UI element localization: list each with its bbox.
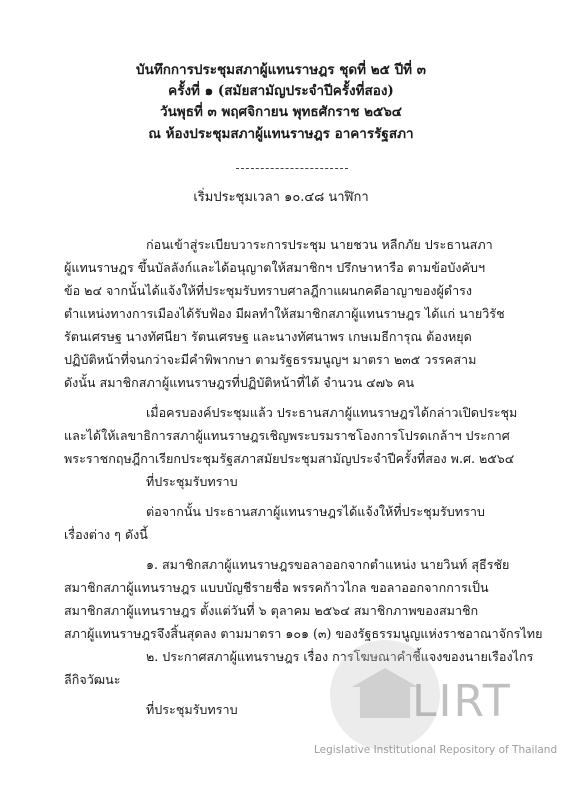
header-title: บันทึกการประชุมสภาผู้แทนราษฎร ชุดที่ ๒๕ ปีที่ ๓ xyxy=(136,62,426,78)
acknowledged-note: ที่ประชุมรับทราบ xyxy=(146,702,238,717)
watermark xyxy=(300,640,558,760)
header-venue: ณ ห้องประชุมสภาผู้แทนราษฎร อาคารรัฐสภา xyxy=(148,126,414,142)
paragraph-2-line: พระราชกฤษฎีกาเรียกประชุมรัฐสภาสมัยประชุมสามัญประจำปีครั้งที่สอง พ.ศ. ๒๕๖๔ xyxy=(64,451,515,466)
paragraph-1-line: ตำแหน่งทางการเมืองได้รับฟ้อง มีผลทำให้สมาชิกสภาผู้แทนราษฎร ได้แก่ นายวิรัช xyxy=(64,306,505,321)
header-session: ครั้งที่ ๑ (สมัยสามัญประจำปีครั้งที่สอง) xyxy=(168,83,394,99)
paragraph-1-line: ก่อนเข้าสู่ระเบียบวาระการประชุม นายชวน หลีกภัย ประธานสภา xyxy=(146,237,493,252)
paragraph-1-line: ปฏิบัติหน้าที่จนกว่าจะมีคำพิพากษา ตามรัฐธรรมนูญฯ มาตรา ๒๓๕ วรรคสาม xyxy=(64,352,477,367)
paragraph-2-line: และได้ให้เลขาธิการสภาผู้แทนราษฎรเชิญพระบรมราชโองการโปรดเกล้าฯ ประกาศ xyxy=(64,428,510,443)
paragraph-1-line: รัตนเศรษฐ นางทัศนียา รัตนเศรษฐ และนางทัศนาพร เกษเมธีการุณ ต้องหยุด xyxy=(64,329,472,344)
item-2-line: ๒. ประกาศสภาผู้แทนราษฎร เรื่อง การโฆษณาคำชี้แจงของนายเรืองไกร xyxy=(146,649,534,664)
paragraph-2-line: เมื่อครบองค์ประชุมแล้ว ประธานสภาผู้แทนราษฎรได้กล่าวเปิดประชุม xyxy=(146,405,518,420)
item-2-line: ลีกิจวัฒนะ xyxy=(64,672,121,687)
watermark-caption: Legislative Institutional Repository of Thailand xyxy=(314,744,558,756)
acknowledged-note: ที่ประชุมรับทราบ xyxy=(146,474,238,489)
paragraph-1-line: ดังนั้น สมาชิกสภาผู้แทนราษฎรที่ปฏิบัติหน้าที่ได้ จำนวน ๔๗๖ คน xyxy=(64,375,415,390)
paragraph-1-line: ข้อ ๒๔ จากนั้นได้แจ้งให้ที่ประชุมรับทราบศาลฎีกาแผนกคดีอาญาของผู้ดำรง xyxy=(64,283,473,298)
paragraph-1-line: ผู้แทนราษฎร ขึ้นบัลลังก์และได้อนุญาตให้สมาชิกฯ ปรึกษาหารือ ตามข้อบังคับฯ xyxy=(64,260,486,275)
separator xyxy=(236,168,348,169)
header-date: วันพุธที่ ๓ พฤศจิกายน พุทธศักราช ๒๕๖๔ xyxy=(160,104,402,120)
watermark-logo: LIRT xyxy=(412,676,512,727)
item-1-line: ๑. สมาชิกสภาผู้แทนราษฎรขอลาออกจากตำแหน่ง นายวินท์ สุธีรชัย xyxy=(146,557,510,572)
paragraph-3-line: เรื่องต่าง ๆ ดังนี้ xyxy=(64,527,148,542)
item-1-line: สภาผู้แทนราษฎรจึงสิ้นสุดลง ตามมาตรา ๑๐๑ (๓) ของรัฐธรรมนูญแห่งราชอาณาจักรไทย xyxy=(64,626,543,641)
item-1-line: สมาชิกสภาผู้แทนราษฎร ตั้งแต่วันที่ ๖ ตุลาคม ๒๕๖๔ สมาชิกภาพของสมาชิก xyxy=(64,603,479,618)
paragraph-3-line: ต่อจากนั้น ประธานสภาผู้แทนราษฎรได้แจ้งให้ที่ประชุมรับทราบ xyxy=(146,504,485,519)
start-time: เริ่มประชุมเวลา ๑๐.๔๘ นาฬิกา xyxy=(193,190,369,205)
item-1-line: สมาชิกสภาผู้แทนราษฎร แบบบัญชีรายชื่อ พรรคก้าวไกล ขอลาออกจากการเป็น xyxy=(64,580,489,595)
